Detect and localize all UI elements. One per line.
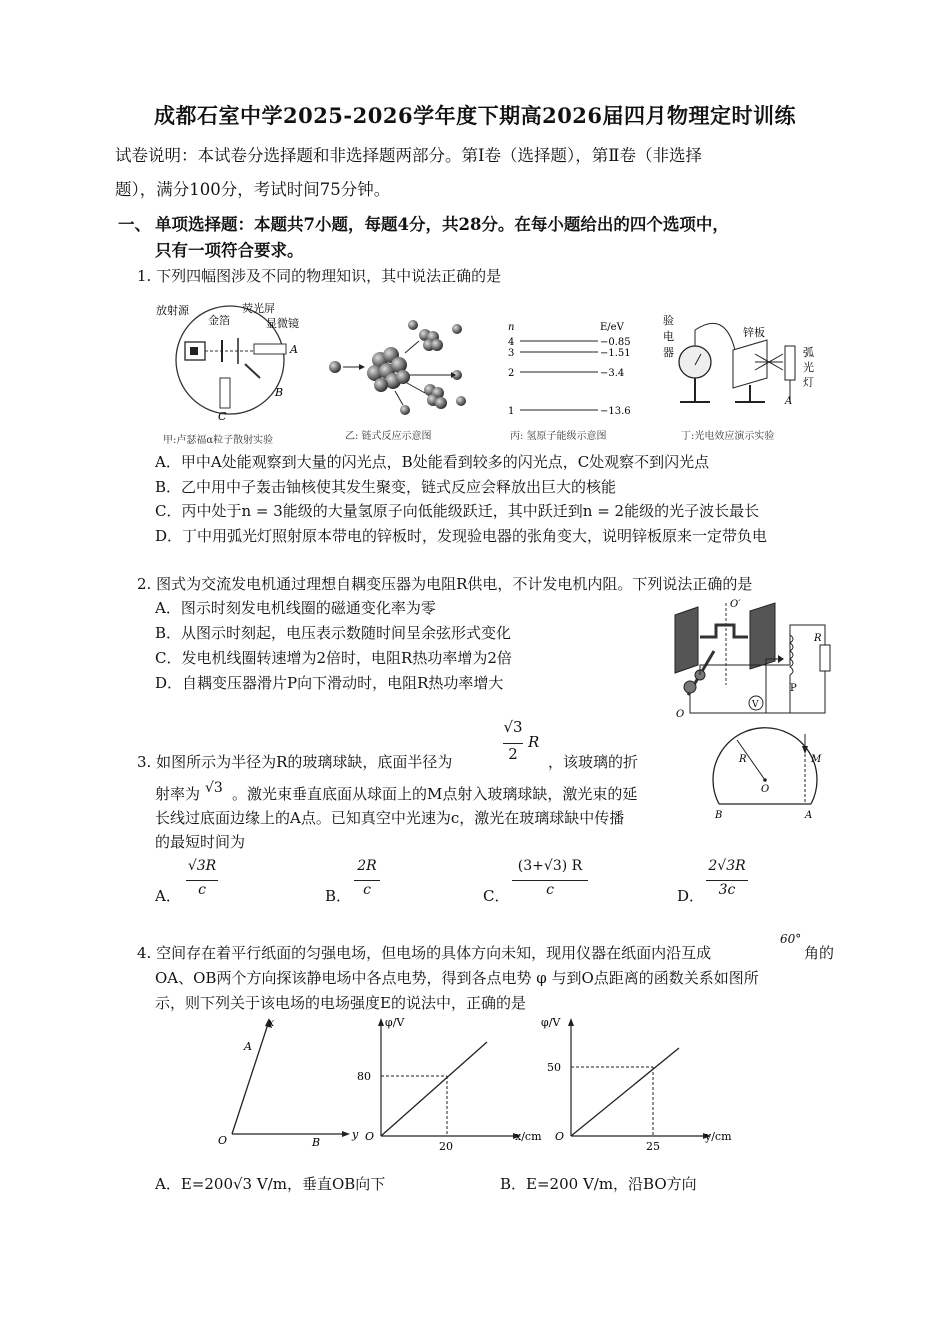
label-R: R: [814, 633, 822, 644]
q3-frac-num: √3: [503, 718, 523, 736]
level-3-n: 3: [508, 348, 515, 359]
q3-option-b-den: c: [363, 882, 371, 898]
level-2-e: −3.4: [600, 368, 625, 379]
level-1-n: 1: [508, 406, 515, 417]
q4-graph-x: [355, 1012, 545, 1152]
q3-option-a-label: A．: [155, 887, 181, 905]
q3-frac-bar: [503, 743, 523, 744]
q3-option-b-label: B．: [325, 887, 352, 905]
q3-frac-den: 2: [508, 745, 518, 763]
graph2-ytick: 50: [547, 1061, 561, 1074]
chain-reaction-figure: [325, 315, 475, 415]
q3-frac-R: R: [528, 733, 540, 751]
graph2-ylabel: φ/V: [541, 1016, 561, 1029]
q3-option-d-num: 2√3R: [708, 858, 746, 874]
caption-bing: 丙: 氢原子能级示意图: [510, 431, 607, 442]
q4-axes-figure: [212, 1012, 362, 1148]
q3-line3: 长线过底面边缘上的A点。已知真空中光速为c，激光在玻璃球缺中传播: [155, 809, 625, 827]
graph1-origin: O: [365, 1130, 375, 1143]
label-microscope: 显微镜: [266, 317, 299, 330]
q4-option-a: A．E=200√3 V/m，垂直OB向下: [155, 1175, 386, 1193]
section-number: 一、: [118, 215, 151, 234]
label-gold-foil: 金箔: [208, 314, 230, 327]
label-M: M: [811, 754, 822, 765]
q3-option-c-label: C．: [483, 887, 510, 905]
generator-figure: [670, 595, 835, 720]
page-title: 成都石室中学2025-2026学年度下期高2026届四月物理定时训练: [153, 103, 797, 128]
glass-sphere-figure: [705, 730, 830, 822]
q3-option-b-num: 2R: [357, 858, 377, 874]
rutherford-figure: [150, 300, 320, 430]
label-C: C: [218, 410, 227, 423]
label-source: 放射源: [156, 304, 189, 317]
graph2-xlabel: y/cm: [705, 1130, 732, 1143]
q3-option-b-bar: [354, 880, 380, 881]
q4-line2: OA、OB两个方向探该静电场中各点电势，得到各点电势 φ 与到O点距离的函数关系如图所: [155, 969, 759, 987]
label-O: O: [676, 709, 685, 720]
q2-option-d: D．自耦变压器滑片P向下滑动时，电阻R热功率增大: [155, 674, 504, 692]
label-guang: 光: [803, 361, 814, 374]
q3-sqrt3: √3: [205, 780, 223, 796]
q3-option-a-bar: [186, 880, 218, 881]
caption-ding: 丁:光电效应演示实验: [681, 431, 775, 442]
section-heading-line-1: 单项选择题：本题共7小题，每题4分，共28分。在每小题给出的四个选项中，: [155, 215, 729, 234]
photoelectric-figure: [655, 310, 830, 428]
label-voltmeter: V: [752, 700, 759, 710]
level-4-e: −0.85: [600, 337, 631, 348]
intro-line-1: 试卷说明：本试卷分选择题和非选择题两部分。第Ⅰ卷（选择题），第Ⅱ卷（非选择: [115, 146, 702, 165]
q1-option-c: C．丙中处于n = 3能级的大量氢原子向低能级跃迁，其中跃迁到n = 2能级的光子波长最长: [155, 502, 760, 520]
caption-yi: 乙: 链式反应示意图: [345, 431, 432, 442]
q4-option-b: B．E=200 V/m，沿BO方向: [500, 1175, 697, 1193]
q3-line1b: ，该玻璃的折: [548, 753, 639, 771]
q4-line1a: 4. 空间存在着平行纸面的匀强电场，但电场的具体方向未知，现用仪器在纸面内沿互成: [137, 944, 712, 962]
label-B: B: [275, 386, 284, 399]
section-heading-line-2: 只有一项符合要求。: [155, 241, 304, 260]
label-x: x: [268, 1016, 275, 1029]
label-A: A: [290, 343, 298, 356]
label-n: n: [508, 322, 515, 333]
label-hu: 弧: [803, 346, 814, 359]
q2-stem: 2. 图式为交流发电机通过理想自耦变压器为电阻R供电，不计发电机内阻。下列说法正确的是: [137, 575, 753, 593]
label-deng: 灯: [803, 376, 814, 389]
label-E: E/eV: [600, 322, 624, 333]
label-screen: 荧光屏: [242, 302, 275, 315]
q1-stem: 1. 下列四幅图涉及不同的物理知识，其中说法正确的是: [137, 267, 502, 285]
label-A: A: [785, 396, 793, 407]
label-R: R: [739, 754, 747, 765]
q1-option-d: D．丁中用弧光灯照射原本带电的锌板时，发现验电器的张角变大，说明锌板原来一定带负电: [155, 527, 768, 545]
level-1-e: −13.6: [600, 406, 631, 417]
q4-line3: 示，则下列关于该电场的电场强度E的说法中，正确的是: [155, 994, 526, 1012]
label-yan: 验: [663, 314, 674, 327]
level-3-e: −1.51: [600, 348, 631, 359]
caption-jia: 甲:卢瑟福α粒子散射实验: [163, 435, 274, 446]
label-zinc-plate: 锌板: [743, 326, 765, 339]
label-A: A: [244, 1040, 252, 1053]
label-B: B: [715, 810, 723, 821]
label-O-prime: O′: [730, 599, 741, 610]
q3-line4: 的最短时间为: [155, 833, 246, 851]
q3-line2b: 。激光束垂直底面从球面上的M点射入玻璃球缺，激光束的延: [232, 785, 638, 803]
q1-option-b: B．乙中用中子轰击铀核使其发生聚变，链式反应会释放出巨大的核能: [155, 478, 617, 496]
q3-option-c-den: c: [546, 882, 554, 898]
graph1-xlabel: x/cm: [515, 1130, 542, 1143]
label-B: B: [312, 1136, 321, 1149]
label-P: P: [790, 683, 797, 694]
q4-angle: 60°: [780, 932, 802, 946]
label-y: y: [352, 1128, 359, 1141]
graph2-xtick: 25: [646, 1140, 660, 1153]
level-2-n: 2: [508, 368, 515, 379]
q3-line1a: 3. 如图所示为半径为R的玻璃球缺，底面半径为: [137, 753, 453, 771]
q3-option-d-bar: [706, 880, 748, 881]
q3-option-a-den: c: [198, 882, 206, 898]
level-4-n: 4: [508, 337, 515, 348]
q4-graph-y: [541, 1012, 745, 1153]
intro-line-2: 题），满分100分，考试时间75分钟。: [115, 180, 391, 199]
q3-line2a: 射率为: [155, 785, 201, 803]
energy-level-figure: [500, 318, 640, 423]
graph1-xtick: 20: [439, 1140, 453, 1153]
q3-option-a-num: √3R: [187, 858, 217, 874]
q4-line1b: 角的: [804, 944, 835, 962]
q3-option-c-bar: [512, 880, 588, 881]
label-O: O: [218, 1134, 228, 1147]
label-qi: 器: [663, 346, 674, 359]
q2-option-c: C．发电机线圈转速增为2倍时，电阻R热功率增为2倍: [155, 649, 512, 667]
graph1-ytick: 80: [357, 1070, 371, 1083]
q3-option-c-num: (3+√3) R: [517, 858, 583, 874]
q1-option-a: A．甲中A处能观察到大量的闪光点，B处能看到较多的闪光点，C处观察不到闪光点: [155, 453, 710, 471]
label-dian: 电: [663, 330, 674, 343]
q3-option-d-label: D．: [677, 887, 705, 905]
label-O: O: [761, 784, 770, 795]
graph2-origin: O: [555, 1130, 565, 1143]
label-A: A: [805, 810, 813, 821]
graph1-ylabel: φ/V: [385, 1016, 405, 1029]
q3-option-d-den: 3c: [718, 882, 736, 898]
q2-option-a: A．图示时刻发电机线圈的磁通变化率为零: [155, 599, 436, 617]
q2-option-b: B．从图示时刻起，电压表示数随时间呈余弦形式变化: [155, 624, 512, 642]
